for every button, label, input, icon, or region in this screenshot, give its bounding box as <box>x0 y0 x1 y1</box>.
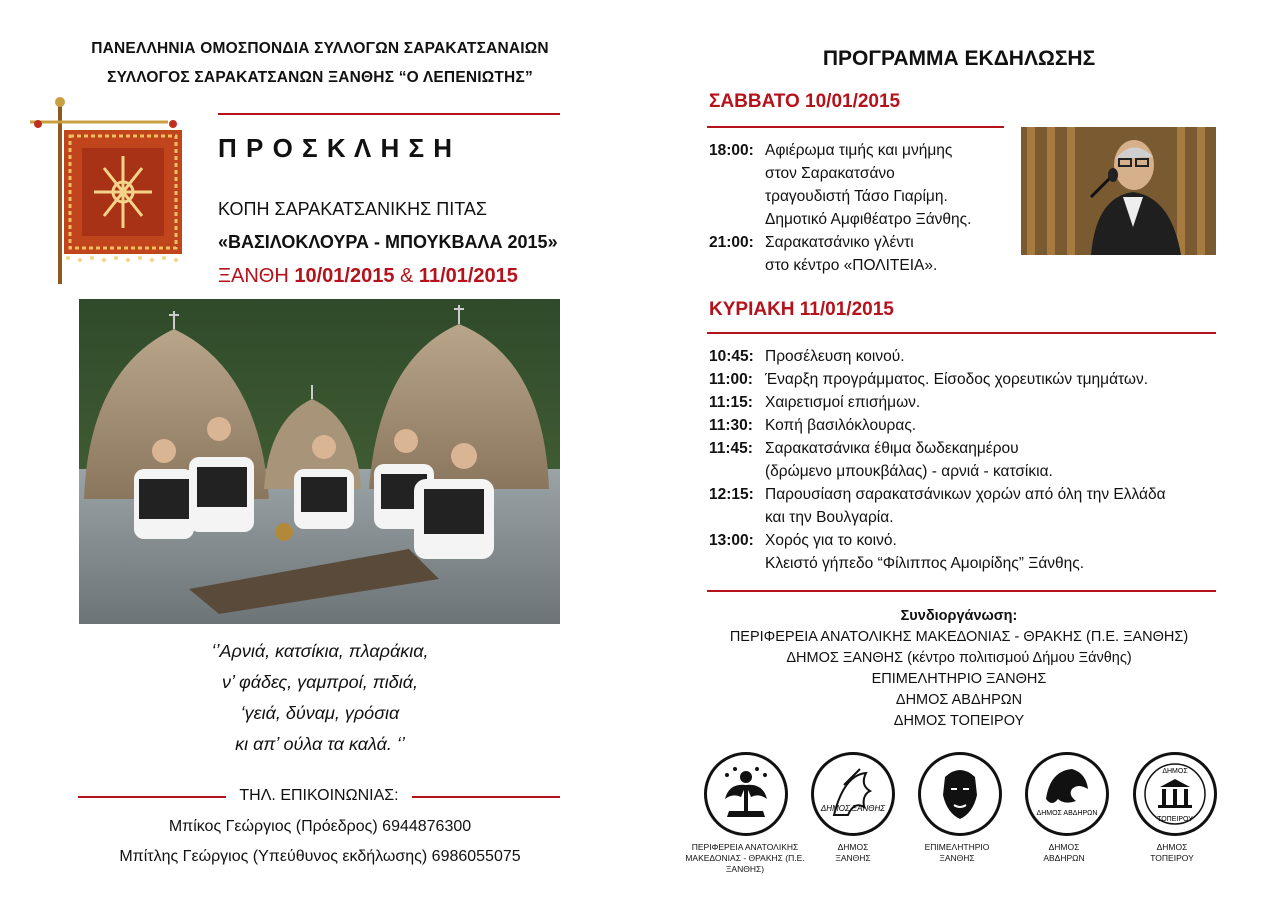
event-subtitle: ΚΟΠΗ ΣΑΡΑΚΑΤΣΑΝΙΚΗΣ ΠΙΤΑΣ <box>218 199 487 219</box>
schedule-time: 11:45: <box>709 440 753 457</box>
schedule-item <box>709 345 1229 368</box>
saturday-divider <box>707 126 1004 128</box>
contact-line: Μπίτλης Γεώργιος (Υπεύθυνος εκδήλωσης) 6986055075 <box>119 848 521 865</box>
schedule-item <box>709 529 1229 575</box>
event-location-dates <box>218 265 518 288</box>
schedule-description: Σαρακατσάνικα έθιμα δωδεκαημέρου (δρώμενο μπουκβάλας) - αρνιά - κατσίκια. <box>765 440 1053 480</box>
logo-caption: ΔΗΜΟΣ ΞΑΝΘΗΣ <box>835 842 871 863</box>
date-ampersand: & <box>400 265 414 287</box>
association-name: ΣΥΛΛΟΓΟΣ ΣΑΡΑΚΑΤΣΑΝΩΝ ΞΑΝΘΗΣ “Ο ΛΕΠΕΝΙΩΤΗΣ” <box>107 69 533 86</box>
saturday-schedule <box>709 139 1019 277</box>
co-organizers-heading: Συνδιοργάνωση: <box>900 608 1018 624</box>
schedule-time: 18:00: <box>709 142 754 159</box>
co-organizer: ΔΗΜΟΣ ΑΒΔΗΡΩΝ <box>895 692 1023 708</box>
co-organizer: ΔΗΜΟΣ ΤΟΠΕΙΡΟΥ <box>893 713 1025 729</box>
chamber-icon <box>918 752 1002 836</box>
logo-caption: ΕΠΙΜΕΛΗΤΗΡΙΟ ΞΑΝΘΗΣ <box>924 842 990 863</box>
schedule-time: 10:45: <box>709 348 754 365</box>
schedule-description: Έναρξη προγράμματος. Είσοδος χορευτικών τμημάτων. <box>765 371 1149 388</box>
schedule-item <box>709 414 1229 437</box>
svg-text:ΔΗΜΟΣ ΞΑΝΘΗΣ: ΔΗΜΟΣ ΞΑΝΘΗΣ <box>820 804 886 813</box>
schedule-description: Σαρακατσάνικο γλέντι στο κέντρο «ΠΟΛΙΤΕΙΑ». <box>765 234 938 274</box>
schedule-description: Προσέλευση κοινού. <box>765 348 905 365</box>
topeiros-municipality-icon <box>1133 752 1217 836</box>
event-date-2: 11/01/2015 <box>418 265 518 287</box>
contacts-heading: ΤΗΛ. ΕΠΙΚΟΙΝΩΝΙΑΣ: <box>239 787 399 804</box>
event-city: ΞΑΝΘΗ <box>218 265 289 287</box>
program-end-divider <box>707 590 1216 592</box>
poem-line: ‘γειά, δύναμ, γρόσια <box>240 703 400 723</box>
co-organizers <box>700 606 1218 732</box>
sunday-schedule <box>709 345 1229 575</box>
xanthi-municipality-icon <box>811 752 895 836</box>
sunday-divider <box>707 332 1216 334</box>
schedule-item <box>709 437 1229 483</box>
poem <box>80 636 560 760</box>
logo-caption: ΠΕΡΙΦΕΡΕΙΑ ΑΝΑΤΟΛΙΚΗΣ ΜΑΚΕΔΟΝΙΑΣ - ΘΡΑΚΗΣ (Π.Ε. ΞΑΝΘΗΣ) <box>685 842 805 874</box>
logo-caption: ΔΗΜΟΣ ΤΟΠΕΙΡΟΥ <box>1150 842 1194 863</box>
saturday-heading: ΣΑΒΒΑΤΟ 10/01/2015 <box>709 91 901 112</box>
sunday-heading: ΚΥΡΙΑΚΗ 11/01/2015 <box>709 299 894 320</box>
schedule-description: Χορός για το κοινό. Κλειστό γήπεδο “Φίλιππος Αμοιρίδης” Ξάνθης. <box>765 532 1085 572</box>
co-organizer: ΠΕΡΙΦΕΡΕΙΑ ΑΝΑΤΟΛΙΚΗΣ ΜΑΚΕΔΟΝΙΑΣ - ΘΡΑΚΗΣ (Π.Ε. ΞΑΝΘΗΣ) <box>729 629 1189 645</box>
contacts-divider-left <box>78 796 226 798</box>
schedule-item <box>709 231 1019 277</box>
schedule-time: 11:30: <box>709 417 753 434</box>
region-emblem-icon <box>704 752 788 836</box>
schedule-time: 11:00: <box>709 371 753 388</box>
logo-caption: ΔΗΜΟΣ ΑΒΔΗΡΩΝ <box>1043 842 1085 863</box>
sarakatsani-huts-photo <box>79 299 560 624</box>
contacts-divider-right <box>412 796 560 798</box>
co-organizer: ΕΠΙΜΕΛΗΤΗΡΙΟ ΞΑΝΘΗΣ <box>871 671 1047 687</box>
schedule-item <box>709 483 1229 529</box>
schedule-description: Παρουσίαση σαρακατσάνικων χορών από όλη την Ελλάδα και την Βουλγαρία. <box>765 486 1166 526</box>
poem-line: ‘’Αρνιά, κατσίκια, πλαράκια, <box>211 641 429 661</box>
schedule-time: 21:00: <box>709 234 754 251</box>
schedule-item <box>709 139 1019 231</box>
program-title: ΠΡΟΓΡΑΜΜΑ ΕΚΔΗΛΩΣΗΣ <box>822 47 1096 70</box>
schedule-description: Αφιέρωμα τιμής και μνήμης στον Σαρακατσάνο τραγουδιστή Τάσο Γιαρίμη. Δημοτικό Αμφιθέατρο Ξάνθης. <box>765 142 972 228</box>
invitation-title: Π Ρ Ο Σ Κ Λ Η Σ Η <box>218 133 454 163</box>
schedule-time: 12:15: <box>709 486 754 503</box>
avdira-municipality-icon <box>1025 752 1109 836</box>
svg-text:ΔΗΜΟΣ ΑΒΔΗΡΩΝ: ΔΗΜΟΣ ΑΒΔΗΡΩΝ <box>1036 810 1098 817</box>
co-organizer: ΔΗΜΟΣ ΞΑΝΘΗΣ (κέντρο πολιτισμού Δήμου Ξάνθης) <box>786 650 1132 666</box>
event-name: «ΒΑΣΙΛΟΚΛΟΥΡΑ - ΜΠΟΥΚΒΑΛΑ 2015» <box>218 232 558 252</box>
traditional-banner-icon <box>28 94 198 290</box>
poem-line: ν’ φάδες, γαμπροί, πιδιά, <box>221 672 419 692</box>
svg-text:ΔΗΜΟΣ: ΔΗΜΟΣ <box>1162 768 1188 775</box>
schedule-description: Κοπή βασιλόκλουρας. <box>765 417 917 434</box>
contact-line: Μπίκος Γεώργιος (Πρόεδρος) 6944876300 <box>168 818 472 835</box>
schedule-item <box>709 368 1229 391</box>
schedule-time: 13:00: <box>709 532 754 549</box>
schedule-description: Χαιρετισμοί επισήμων. <box>765 394 921 411</box>
svg-text:ΤΟΠΕΙΡΟΥ: ΤΟΠΕΙΡΟΥ <box>1157 816 1193 823</box>
schedule-item <box>709 391 1229 414</box>
singer-portrait-photo <box>1021 127 1216 255</box>
federation-name: ΠΑΝΕΛΛΗΝΙΑ ΟΜΟΣΠΟΝΔΙΑ ΣΥΛΛΟΓΩΝ ΣΑΡΑΚΑΤΣΑΝΑΙΩΝ <box>91 40 549 57</box>
poem-line: κι απ’ ούλα τα καλά. ‘’ <box>235 734 405 754</box>
event-date-1: 10/01/2015 <box>294 265 395 287</box>
header-divider <box>218 113 560 115</box>
schedule-time: 11:15: <box>709 394 753 411</box>
